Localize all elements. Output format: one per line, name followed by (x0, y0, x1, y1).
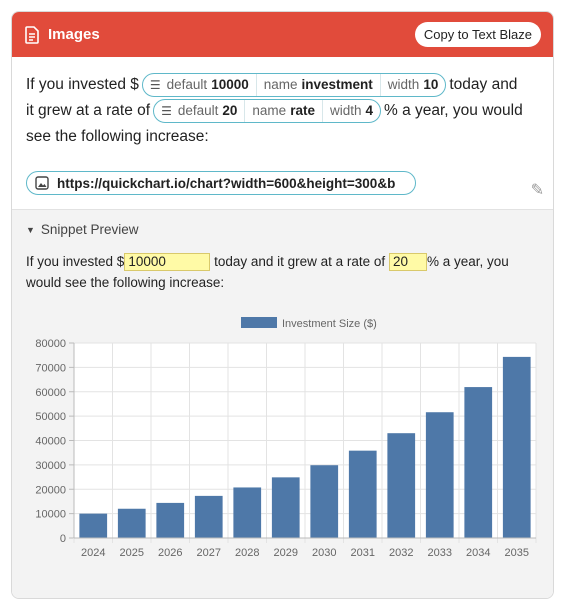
bar-2034 (464, 387, 492, 538)
y-tick-label: 20000 (35, 484, 66, 497)
x-tick-label: 2033 (427, 547, 452, 559)
image-url: https://quickchart.io/chart?width=600&height=300&b (57, 175, 396, 191)
editor-text: If you invested $ (26, 76, 139, 93)
images-card (11, 11, 554, 599)
x-tick-label: 2027 (196, 547, 221, 559)
snippet-preview (12, 209, 553, 599)
rate-input[interactable]: 20 (389, 253, 427, 271)
editor-text: it grew at a rate of (26, 102, 151, 119)
rate-field-pill[interactable]: ☰ default 20 name rate width 4 (153, 99, 381, 123)
y-tick-label: 70000 (35, 362, 66, 375)
investment-field-pill[interactable]: ☰ default 10000 name investment width 10 (142, 73, 446, 97)
bar-2025 (118, 509, 146, 538)
bar-2033 (426, 412, 454, 538)
bar-2030 (310, 465, 338, 538)
editor-line-1 (26, 72, 539, 98)
x-tick-label: 2028 (235, 547, 260, 559)
x-tick-label: 2035 (504, 547, 529, 559)
bar-2027 (195, 496, 223, 538)
y-tick-label: 60000 (35, 386, 66, 399)
image-icon (35, 176, 49, 190)
y-tick-label: 40000 (35, 435, 66, 448)
investment-input[interactable]: 10000 (124, 253, 210, 271)
x-tick-label: 2032 (389, 547, 414, 559)
bar-2029 (272, 477, 300, 538)
y-tick-label: 30000 (35, 459, 66, 472)
bar-2028 (233, 487, 261, 538)
bar-chart-svg (26, 308, 541, 568)
snippet-editor[interactable] (12, 57, 553, 209)
x-tick-label: 2030 (312, 547, 337, 559)
editor-text: see the following increase: (26, 128, 209, 145)
y-tick-label: 50000 (35, 411, 66, 424)
card-title: Images (48, 26, 100, 43)
snippet-preview-toggle[interactable]: ▼ Snippet Preview (26, 222, 139, 237)
text-field-icon: ☰ (161, 104, 172, 118)
bar-2035 (503, 357, 531, 538)
x-tick-label: 2024 (81, 547, 106, 559)
pencil-icon[interactable]: ✎ (530, 182, 544, 199)
preview-text: If you invested $ 10000 today and it grew at a rate of 20 % a year, you would see the following increase: (26, 254, 509, 290)
caret-down-icon: ▼ (26, 224, 35, 235)
bar-2031 (349, 451, 377, 538)
legend-label: Investment Size ($) (282, 318, 377, 330)
y-tick-label: 10000 (35, 508, 66, 521)
legend-swatch (241, 317, 277, 328)
bar-2026 (156, 503, 184, 538)
text-field-icon: ☰ (149, 78, 161, 92)
bar-2024 (79, 514, 107, 538)
editor-text: % a year, you would (383, 102, 523, 119)
document-icon (24, 26, 40, 44)
copy-to-text-blaze-button[interactable]: Copy to Text Blaze (415, 22, 541, 47)
image-url-pill[interactable] (26, 171, 416, 195)
card-header (12, 12, 553, 57)
x-tick-label: 2025 (119, 547, 144, 559)
x-tick-label: 2029 (273, 547, 298, 559)
editor-text: today and (449, 76, 518, 93)
x-tick-label: 2031 (350, 547, 375, 559)
editor-line-2 (26, 98, 539, 124)
y-tick-label: 0 (59, 533, 66, 545)
x-tick-label: 2034 (466, 547, 491, 559)
x-tick-label: 2026 (158, 547, 183, 559)
y-tick-label: 80000 (35, 338, 66, 350)
investment-chart (26, 308, 539, 573)
bar-2032 (387, 433, 415, 538)
editor-line-3 (26, 124, 539, 150)
